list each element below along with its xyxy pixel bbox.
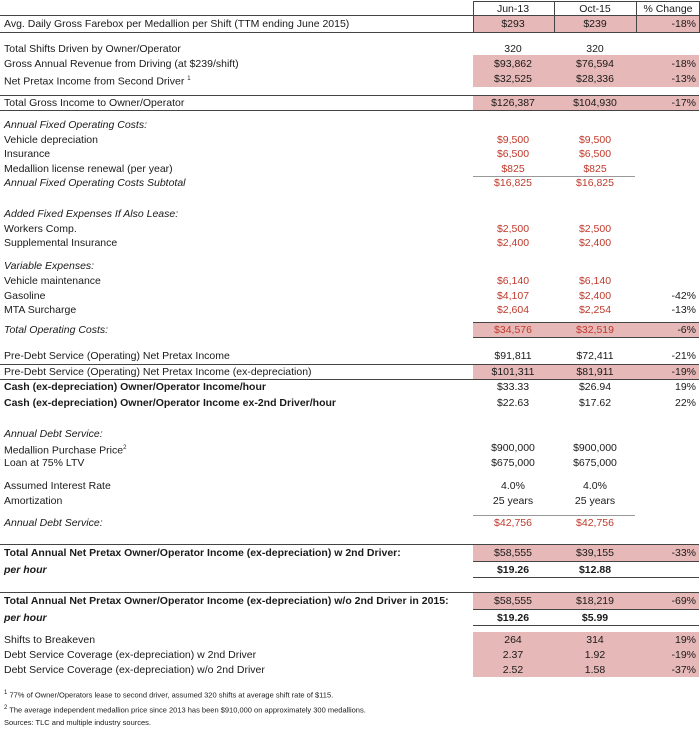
cash-hour-change: 19% — [674, 381, 696, 393]
net-w2-mid-rule — [473, 561, 699, 562]
second-driver-change: -13% — [671, 73, 696, 85]
medallion-price-oct15: $900,000 — [573, 442, 617, 454]
table-row — [0, 57, 700, 71]
header-row — [0, 2, 700, 16]
supp-insurance-oct15: $2,400 — [578, 237, 612, 249]
license-label: Medallion license renewal (per year) — [4, 163, 173, 175]
net-wo2-change: -69% — [671, 595, 696, 607]
interest-rate-jun13: 4.0% — [501, 480, 525, 492]
net-w2-row — [0, 546, 700, 560]
pre-debt-income-label: Pre-Debt Service (Operating) Net Pretax Income — [4, 350, 230, 362]
debt-total-rule — [473, 515, 635, 516]
total-op-change: -6% — [677, 324, 696, 336]
shifts-jun13: 320 — [504, 43, 522, 55]
gasoline-oct15: $2,400 — [578, 290, 612, 302]
table-row — [0, 349, 700, 363]
debt-total-oct15: $42,756 — [576, 517, 614, 529]
net-w2-oct15: $39,155 — [576, 547, 614, 559]
net-w2-hour-label: per hour — [4, 564, 47, 576]
mta-jun13: $2,604 — [496, 304, 530, 316]
second-driver-oct15: $28,336 — [576, 73, 614, 85]
gross-revenue-change: -18% — [671, 58, 696, 70]
table-row — [0, 441, 700, 455]
cash-hour-ex2-label: Cash (ex-depreciation) Owner/Operator Income ex-2nd Driver/hour — [4, 397, 336, 409]
debt-heading-row — [0, 427, 700, 441]
table-row — [0, 396, 700, 410]
table-row — [0, 289, 700, 303]
net-wo2-hour-label: per hour — [4, 612, 47, 624]
farebox-bottom-rule — [0, 32, 699, 33]
net-wo2-row — [0, 594, 700, 608]
cash-hour-ex2-jun13: $22.63 — [496, 397, 530, 409]
interest-rate-oct15: 4.0% — [583, 480, 607, 492]
dsc-wo2-jun13: 2.52 — [502, 664, 524, 676]
cash-hour-ex2-oct15: $17.62 — [578, 397, 612, 409]
cash-hour-oct15: $26.94 — [578, 381, 612, 393]
fixed-subtotal-row — [0, 176, 700, 190]
breakeven-label: Shifts to Breakeven — [4, 634, 96, 646]
variable-heading-row — [0, 259, 700, 273]
table-row — [0, 162, 700, 176]
fixed-subtotal-jun13: $16,825 — [494, 177, 532, 189]
farebox-row — [0, 17, 700, 31]
dsc-wo2-label: Debt Service Coverage (ex-depreciation) w/o 2nd Driver — [4, 664, 265, 676]
table-row — [0, 479, 700, 493]
dsc-wo2-oct15: 1.58 — [584, 664, 606, 676]
maintenance-oct15: $6,140 — [578, 275, 612, 287]
insurance-oct15: $6,500 — [578, 148, 612, 160]
debt-total-jun13: $42,756 — [494, 517, 532, 529]
cash-hour-jun13: $33.33 — [496, 381, 530, 393]
dsc-w2-change: -19% — [671, 649, 696, 661]
pre-debt-exdep-label: Pre-Debt Service (Operating) Net Pretax Income (ex-depreciation) — [4, 366, 312, 378]
table-row — [0, 494, 700, 508]
table-row — [0, 42, 700, 56]
table-row — [0, 147, 700, 161]
loan-oct15: $675,000 — [573, 457, 617, 469]
net-w2-jun13: $58,555 — [494, 547, 532, 559]
footnote-1: $^1$ 77% of Owner/Operators lease to second driver, assumed 320 shifts at average shift rate of $115. — [4, 690, 334, 700]
medallion-price-jun13: $900,000 — [491, 442, 535, 454]
workers-comp-label: Workers Comp. — [4, 223, 77, 235]
table-row — [0, 663, 700, 677]
cash-hour-label: Cash (ex-depreciation) Owner/Operator Income/hour — [4, 381, 266, 393]
depreciation-jun13: $9,500 — [496, 134, 530, 146]
supp-insurance-label: Supplemental Insurance — [4, 237, 118, 249]
pre-debt-income-jun13: $91,811 — [494, 350, 532, 362]
loan-label: Loan at 75% LTV — [4, 457, 85, 469]
net-w2-label: Total Annual Net Pretax Owner/Operator Income (ex-depreciation) w 2nd Driver: — [4, 547, 401, 559]
pre-debt-exdep-jun13: $101,311 — [491, 366, 535, 378]
workers-comp-jun13: $2,500 — [496, 223, 530, 235]
workers-comp-oct15: $2,500 — [578, 223, 612, 235]
amortization-oct15: 25 years — [574, 495, 616, 507]
total-op-row — [0, 323, 700, 337]
table-row — [0, 365, 700, 379]
insurance-jun13: $6,500 — [496, 148, 530, 160]
insurance-label: Insurance — [4, 148, 51, 160]
total-op-oct15: $32,519 — [576, 324, 614, 336]
net-w2-bottom-rule — [473, 577, 699, 578]
license-oct15: $825 — [583, 163, 607, 175]
table-row — [0, 456, 700, 470]
shifts-oct15: 320 — [586, 43, 604, 55]
loan-jun13: $675,000 — [491, 457, 535, 469]
net-wo2-hour-oct15: $5.99 — [581, 612, 609, 624]
net-wo2-jun13: $58,555 — [494, 595, 532, 607]
total-op-jun13: $34,576 — [494, 324, 532, 336]
cash-hour-ex2-change: 22% — [674, 397, 696, 409]
total-gross-bottom-rule — [0, 110, 699, 111]
total-op-label: Total Operating Costs: — [4, 324, 109, 336]
net-wo2-hour-row — [0, 611, 700, 625]
pre-debt-exdep-oct15: $81,911 — [576, 366, 614, 378]
pre-debt-income-oct15: $72,411 — [576, 350, 614, 362]
mta-oct15: $2,254 — [578, 304, 612, 316]
breakeven-change: 19% — [674, 634, 696, 646]
total-gross-change: -17% — [671, 97, 696, 109]
depreciation-oct15: $9,500 — [578, 134, 612, 146]
table-row — [0, 222, 700, 236]
amortization-jun13: 25 years — [492, 495, 534, 507]
mta-change: -13% — [671, 304, 696, 316]
breakeven-jun13: 264 — [504, 634, 522, 646]
net-wo2-bottom-rule — [473, 625, 699, 626]
debt-total-row — [0, 516, 700, 530]
variable-heading: Variable Expenses: — [4, 260, 95, 272]
fixed-subtotal-label: Annual Fixed Operating Costs Subtotal — [4, 177, 186, 189]
footnote-2: $^2$ The average independent medallion price since 2013 has been $910,000 on approximately 300 medallions. — [4, 705, 366, 715]
footnote-sources: Sources: TLC and multiple industry sources. — [4, 718, 152, 727]
table-row — [0, 633, 700, 647]
second-driver-jun13: $32,525 — [494, 73, 532, 85]
pre-debt-income-change: -21% — [671, 350, 696, 362]
net-w2-hour-oct15: $12.88 — [578, 564, 612, 576]
dsc-wo2-change: -37% — [671, 664, 696, 676]
net-w2-top-rule — [0, 544, 699, 545]
table-row — [0, 133, 700, 147]
table-row — [0, 380, 700, 394]
table-row — [0, 72, 700, 86]
net-wo2-oct15: $18,219 — [576, 595, 614, 607]
table-row — [0, 303, 700, 317]
dsc-w2-label: Debt Service Coverage (ex-depreciation) w 2nd Driver — [4, 649, 257, 661]
total-gross-oct15: $104,930 — [573, 97, 617, 109]
total-gross-row — [0, 96, 700, 110]
debt-heading: Annual Debt Service: — [4, 428, 103, 440]
medallion-price-label: Medallion Purchase Price$^2$ — [4, 444, 127, 457]
fixed-heading: Annual Fixed Operating Costs: — [4, 119, 147, 131]
fixed-subtotal-oct15: $16,825 — [576, 177, 614, 189]
amortization-label: Amortization — [4, 495, 63, 507]
gasoline-label: Gasoline — [4, 290, 46, 302]
subtotal-rule — [473, 176, 635, 177]
net-w2-hour-row — [0, 563, 700, 577]
gasoline-change: -42% — [671, 290, 696, 302]
total-gross-label: Total Gross Income to Owner/Operator — [4, 97, 185, 109]
maintenance-label: Vehicle maintenance — [4, 275, 101, 287]
net-wo2-label: Total Annual Net Pretax Owner/Operator Income (ex-depreciation) w/o 2nd Driver in 2015: — [4, 595, 449, 607]
gross-revenue-jun13: $93,862 — [494, 58, 532, 70]
debt-total-label: Annual Debt Service: — [4, 517, 103, 529]
net-wo2-hour-jun13: $19.26 — [496, 612, 530, 624]
breakeven-oct15: 314 — [586, 634, 604, 646]
net-wo2-mid-rule — [473, 609, 699, 610]
maintenance-jun13: $6,140 — [496, 275, 530, 287]
net-w2-change: -33% — [671, 547, 696, 559]
net-wo2-top-rule — [0, 592, 699, 593]
header-oct15: Oct-15 — [579, 3, 611, 15]
lease-heading: Added Fixed Expenses If Also Lease: — [4, 208, 179, 220]
depreciation-label: Vehicle depreciation — [4, 134, 98, 146]
total-op-bottom-rule — [473, 337, 699, 338]
mta-label: MTA Surcharge — [4, 304, 77, 316]
pre-debt-exdep-change: -19% — [671, 366, 696, 378]
gross-revenue-oct15: $76,594 — [576, 58, 614, 70]
second-driver-label: Net Pretax Income from Second Driver $^1$ — [4, 75, 191, 88]
dsc-w2-jun13: 2.37 — [502, 649, 524, 661]
table-row — [0, 648, 700, 662]
license-jun13: $825 — [501, 163, 525, 175]
farebox-label: Avg. Daily Gross Farebox per Medallion per Shift (TTM ending June 2015) — [4, 18, 350, 30]
supp-insurance-jun13: $2,400 — [496, 237, 530, 249]
net-w2-hour-jun13: $19.26 — [496, 564, 530, 576]
farebox-change: -18% — [671, 18, 696, 30]
header-pct-change: % Change — [643, 3, 693, 15]
interest-rate-label: Assumed Interest Rate — [4, 480, 111, 492]
lease-heading-row — [0, 207, 700, 221]
header-jun13: Jun-13 — [496, 3, 530, 15]
table-row — [0, 274, 700, 288]
farebox-oct15: $239 — [583, 18, 607, 30]
farebox-jun13: $293 — [501, 18, 525, 30]
fixed-heading-row — [0, 118, 700, 132]
gross-revenue-label: Gross Annual Revenue from Driving (at $239/shift) — [4, 58, 239, 70]
shifts-label: Total Shifts Driven by Owner/Operator — [4, 43, 181, 55]
gasoline-jun13: $4,107 — [496, 290, 530, 302]
dsc-w2-oct15: 1.92 — [584, 649, 606, 661]
total-gross-jun13: $126,387 — [491, 97, 535, 109]
table-row — [0, 236, 700, 250]
